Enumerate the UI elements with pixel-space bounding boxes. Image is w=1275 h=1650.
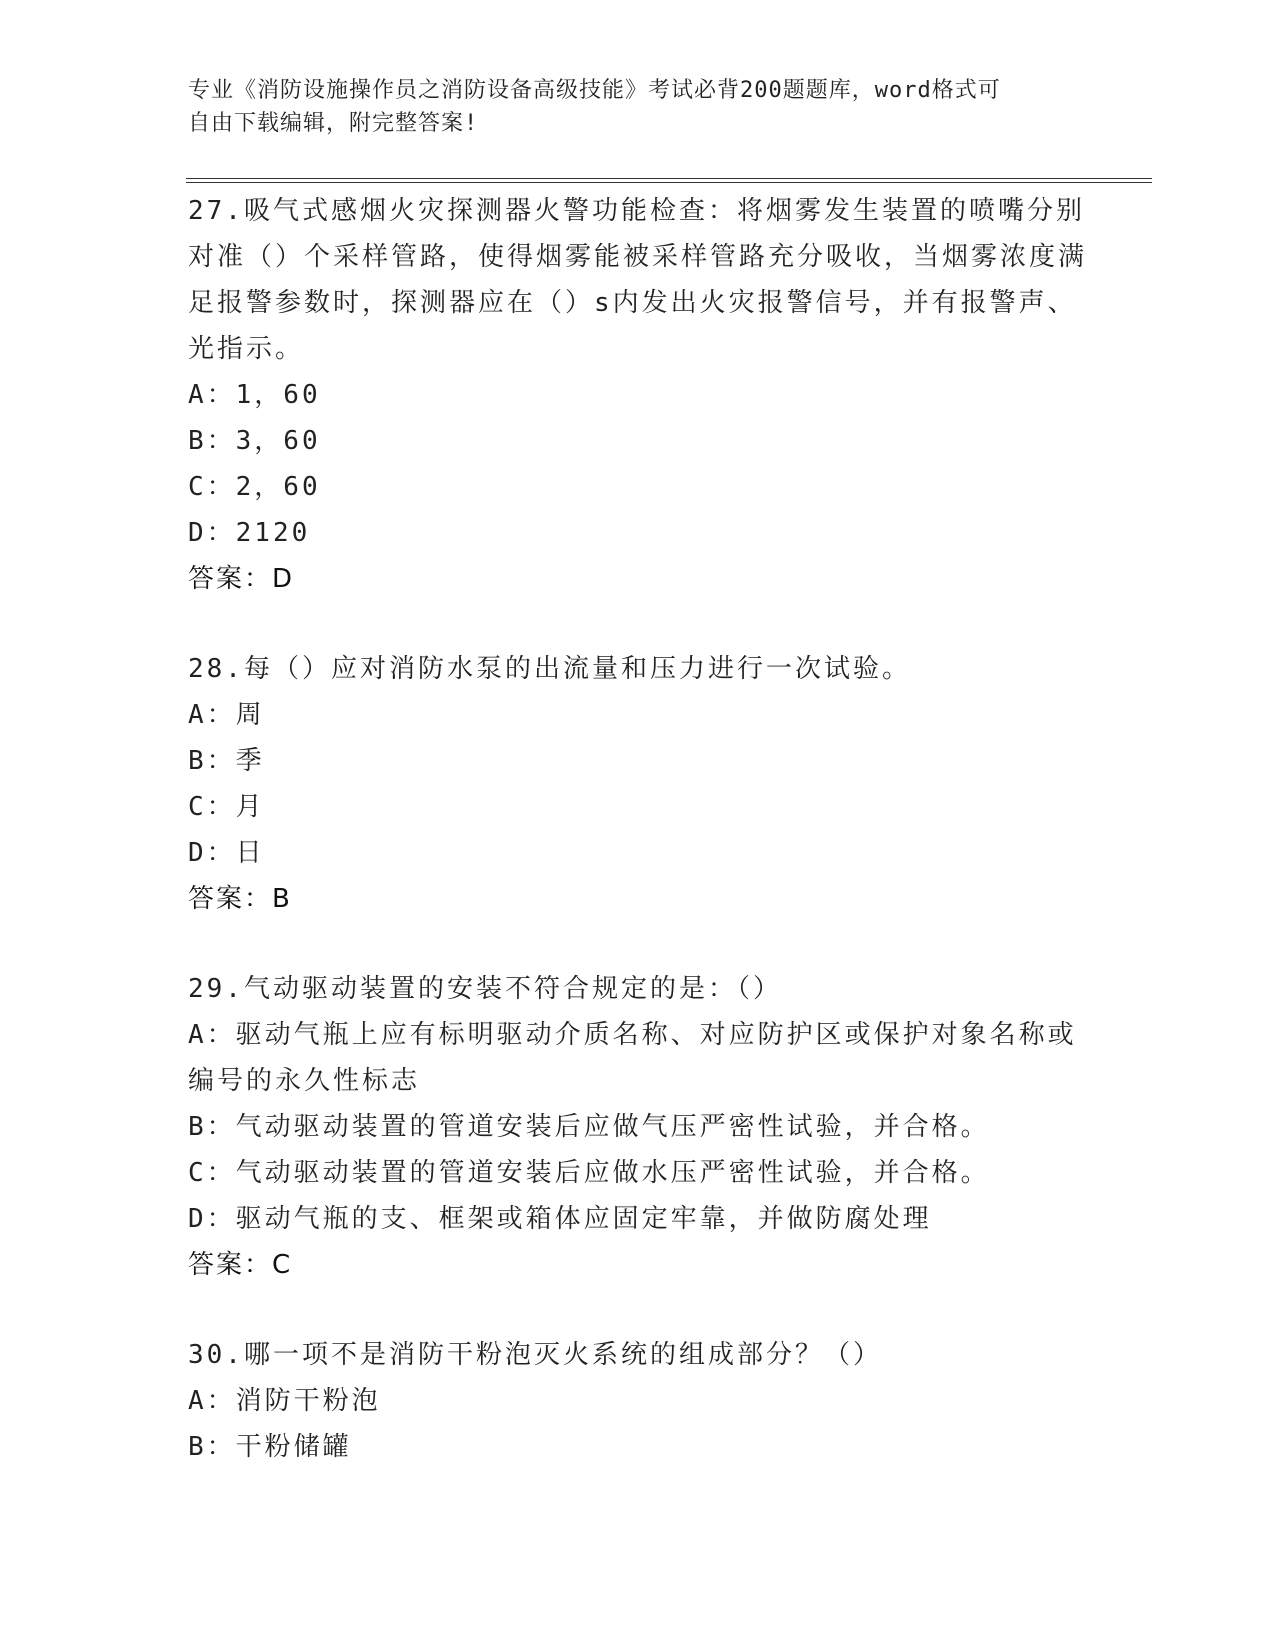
question-stem: 27.吸气式感烟火灾探测器火警功能检查：将烟雾发生装置的喷嘴分别对准（）个采样管路，使得烟雾能被采样管路充分吸收，当烟雾浓度满足报警参数时，探测器应在（）s内发出火灾报警信号，并有报警声、光指示。 bbox=[188, 196, 1088, 364]
option-b: B：3，60 bbox=[188, 426, 321, 456]
header-line-1: 专业《消防设施操作员之消防设备高级技能》考试必背200题题库，word格式可 bbox=[188, 78, 1001, 103]
header-line-2: 自由下载编辑，附完整答案! bbox=[188, 111, 479, 136]
header-divider bbox=[186, 178, 1152, 183]
question-stem: 28.每（）应对消防水泵的出流量和压力进行一次试验。 bbox=[188, 654, 911, 684]
option-d: D：驱动气瓶的支、框架或箱体应固定牢靠，并做防腐处理 bbox=[188, 1204, 932, 1234]
option-a: A：消防干粉泡 bbox=[188, 1386, 381, 1416]
answer-label: 答案：C bbox=[188, 1250, 293, 1280]
question-list bbox=[188, 188, 1088, 1514]
option-b: B：季 bbox=[188, 746, 265, 776]
option-a: A：驱动气瓶上应有标明驱动介质名称、对应防护区或保护对象名称或编号的永久性标志 bbox=[188, 1020, 1077, 1096]
question-stem: 30.哪一项不是消防干粉泡灭火系统的组成部分？（） bbox=[188, 1340, 882, 1370]
question-27 bbox=[188, 188, 1088, 602]
question-30 bbox=[188, 1332, 1088, 1470]
option-a: A：1，60 bbox=[188, 380, 321, 410]
option-c: C：气动驱动装置的管道安装后应做水压严密性试验，并合格。 bbox=[188, 1158, 990, 1188]
option-d: D：日 bbox=[188, 838, 265, 868]
option-c: C：月 bbox=[188, 792, 265, 822]
option-a: A：周 bbox=[188, 700, 265, 730]
option-d: D：2120 bbox=[188, 518, 311, 548]
answer-label: 答案：B bbox=[188, 884, 292, 914]
option-b: B：气动驱动装置的管道安装后应做气压严密性试验，并合格。 bbox=[188, 1112, 990, 1142]
option-c: C：2，60 bbox=[188, 472, 321, 502]
option-b: B：干粉储罐 bbox=[188, 1432, 352, 1462]
question-28 bbox=[188, 646, 1088, 922]
question-stem: 29.气动驱动装置的安装不符合规定的是：（） bbox=[188, 974, 782, 1004]
document-header bbox=[188, 74, 1068, 140]
answer-label: 答案：D bbox=[188, 564, 295, 594]
question-29 bbox=[188, 966, 1088, 1288]
